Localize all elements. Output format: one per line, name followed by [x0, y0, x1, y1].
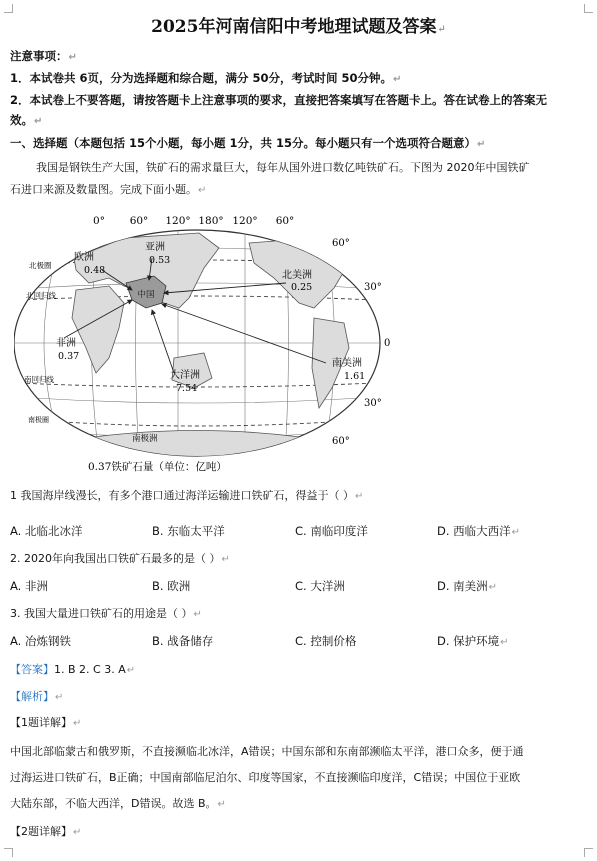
answer-line: 【答案】1. B 2. C 3. A↵: [10, 663, 136, 676]
lat-label: 30°: [364, 398, 382, 409]
q2-option-b: B. 欧洲: [152, 579, 191, 593]
q2-option-a: A. 非洲: [10, 579, 48, 593]
lon-label: 0°: [93, 215, 105, 227]
q1-option-b: B. 东临太平洋: [152, 524, 225, 538]
detail-2-heading: 【2题详解】↵: [10, 825, 82, 838]
tropic-capricorn-label: 南回归线: [24, 375, 54, 384]
question-3-stem: 3. 我国大量进口铁矿石的用途是（ ）↵: [10, 607, 202, 620]
q1-option-a: A. 北临北冰洋: [10, 524, 83, 538]
notice-2-cont: 效。↵: [10, 113, 43, 127]
region-name: 北美洲: [282, 270, 312, 281]
question-2-stem: 2. 2020年向我国出口铁矿石最多的是（ ）↵: [10, 552, 230, 565]
q1-option-c: C. 南临印度洋: [295, 524, 368, 538]
region-value: 0.48: [84, 265, 106, 276]
q2-option-d: D. 南美洲↵: [437, 579, 498, 593]
q3-option-b: B. 战备储存: [152, 634, 214, 648]
tropic-cancer-label: 北回归线: [26, 291, 56, 300]
analysis-line: 【解析】↵: [10, 690, 64, 703]
lon-label: 60°: [129, 215, 149, 227]
antarctica-label: 南极洲: [132, 434, 158, 444]
region-name: 欧洲: [74, 252, 94, 263]
iron-ore-import-map: [14, 208, 394, 478]
lon-label: 60°: [275, 215, 295, 227]
region-name: 非洲: [56, 338, 76, 349]
corner-mark-bottom-right: [584, 848, 593, 857]
q3-option-d: D. 保护环境↵: [437, 634, 509, 648]
detail-1-line-1: 中国北部临蒙古和俄罗斯，不直接濒临北冰洋，A错误；中国东部和东南部濒临太平洋，港口众多，便于通: [10, 745, 524, 758]
region-value: 0.53: [149, 255, 171, 266]
region-value: 7.54: [176, 383, 198, 394]
notice-1: 1．本试卷共 6页，分为选择题和综合题，满分 50分，考试时间 50分钟。↵: [10, 71, 402, 85]
detail-1-line-3: 大陆东部，不临大西洋，D错误。故选 B。↵: [10, 797, 226, 810]
q3-option-c: C. 控制价格: [295, 634, 357, 648]
q3-option-a: A. 冶炼钢铁: [10, 634, 71, 648]
corner-mark-bottom-left: [4, 848, 13, 857]
notice-2: 2．本试卷上不要答题，请按答题卡上注意事项的要求，直接把答案填写在答题卡上。答在试卷上的答案无: [10, 93, 547, 107]
detail-1-heading: 【1题详解】↵: [10, 716, 82, 729]
lon-label: 180°: [198, 215, 224, 227]
region-name: 亚洲: [145, 242, 165, 253]
answer-tag: 【答案】: [10, 663, 54, 676]
intro-text-cont: 石进口来源及数量图。完成下面小题。↵: [10, 183, 207, 196]
lat-label: 30°: [364, 282, 382, 293]
lon-label: 120°: [165, 215, 191, 227]
arctic-circle-label: 北极圈: [29, 261, 52, 270]
region-value: 0.25: [291, 282, 313, 293]
lat-label: 60°: [332, 238, 350, 249]
china-label: 中国: [137, 290, 155, 300]
detail-1-line-2: 过海运进口铁矿石，B正确；中国南部临尼泊尔、印度等国家，不直接濒临印度洋，C错误；中国位于亚欧: [10, 771, 521, 784]
region-value: 1.61: [344, 371, 366, 382]
analysis-tag: 【解析】: [10, 690, 54, 703]
section-heading: 一、选择题（本题包括 15个小题，每小题 1分，共 15分。每小题只有一个选项符合题意）↵: [10, 136, 486, 150]
antarctic-circle-label: 南极圈: [28, 416, 49, 424]
region-name: 南美洲: [332, 358, 362, 369]
region-name: 大洋洲: [170, 370, 200, 381]
notice-heading: 注意事项：↵: [10, 49, 77, 63]
intro-text: 我国是钢铁生产大国，铁矿石的需求量巨大，每年从国外进口数亿吨铁矿石。下图为 2020年中国铁矿: [36, 161, 530, 174]
map-caption: 0.37铁矿石量（单位：亿吨）: [88, 461, 227, 473]
lat-label: 60°: [332, 436, 350, 447]
region-value: 0.37: [58, 351, 80, 362]
lon-label: 120°: [232, 215, 258, 227]
q1-option-d: D. 西临大西洋↵: [437, 524, 521, 538]
question-1-stem: 1 我国海岸线漫长，有多个港口通过海洋运输进口铁矿石，得益于（ ）↵: [10, 489, 364, 502]
lat-label: 0: [384, 338, 391, 349]
doc-title: 2025年河南信阳中考地理试题及答案↵: [151, 17, 446, 37]
q2-option-c: C. 大洋洲: [295, 579, 345, 593]
